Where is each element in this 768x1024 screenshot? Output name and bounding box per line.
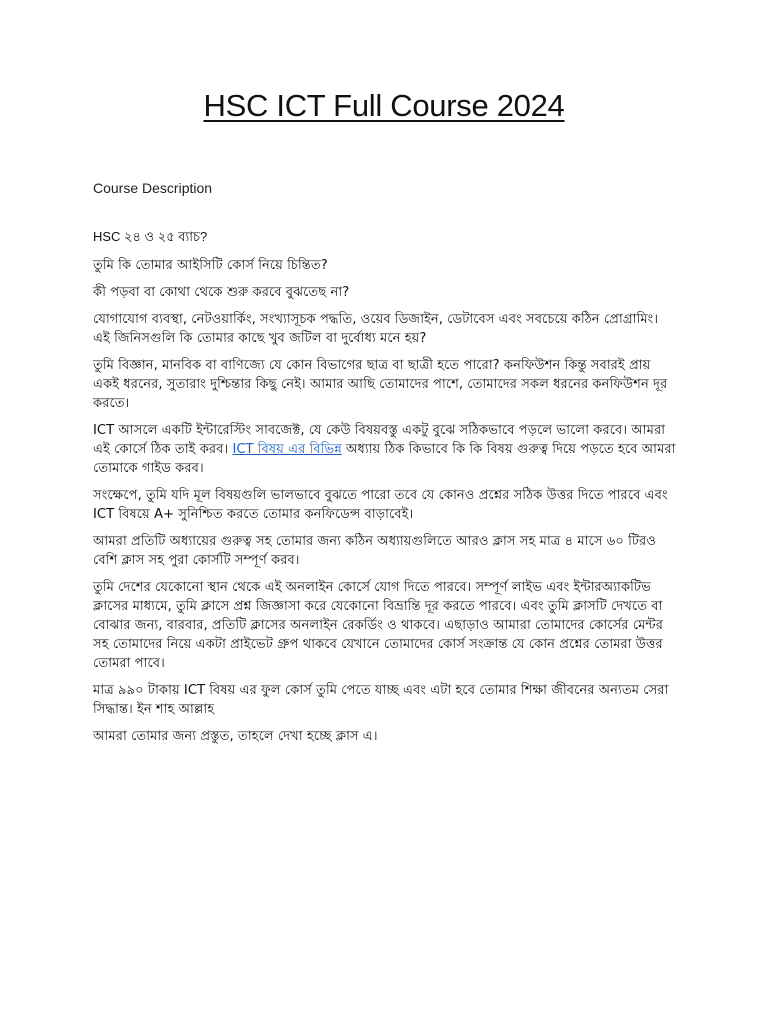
section-label: Course Description bbox=[93, 180, 213, 196]
ict-topics-link[interactable]: ICT বিষয় এর বিভিন্ন bbox=[232, 442, 342, 457]
paragraph-2: কী পড়বা বা কোথা থেকে শুরু করবে বুঝতেছ না? bbox=[93, 285, 350, 300]
batch-line: HSC ২৪ ও ২৫ ব্যাচ? bbox=[93, 229, 208, 244]
paragraph-6: সংক্ষেপে, তুমি যদি মূল বিষয়গুলি ভালভাবে বুঝতে পারো তবে যে কোনও প্রশ্নের সঠিক উত্তর দিতে পারবে এবং ICT বিষয়ে A+ সুনিশ্চিত করতে তোমার কনফিডেন্স বাড়াবেই। bbox=[93, 488, 668, 522]
paragraph-5 bbox=[93, 421, 677, 478]
paragraph-1: তুমি কি তোমার আইসিটি কোর্স নিয়ে চিন্তিত? bbox=[93, 258, 328, 273]
page-title: HSC ICT Full Course 2024 bbox=[203, 88, 565, 123]
paragraph-5-text-after: অধ্যায় ঠিক কিভাবে কি কি বিষয় গুরুত্ব দিয়ে পড়তে হবে আমরা তোমাকে গাইড করব। bbox=[93, 442, 676, 476]
paragraph-9: মাত্র ৯৯০ টাকায় ICT বিষয় এর ফুল কোর্স তুমি পেতে যাচ্ছ এবং এটা হবে তোমার শিক্ষা জীবনের অন্যতম সেরা সিদ্ধান্ত। ইন শাহ আল্লাহ bbox=[93, 683, 669, 717]
paragraph-5-text-before: ICT আসলে একটি ইন্টারেস্টিং সাবজেক্ট, যে কেউ বিষয়বস্তু একটু বুঝে সঠিকভাবে পড়লে ভালো করবে। আমরা এই কোর্সে ঠিক তাই করব। bbox=[93, 423, 666, 457]
paragraph-4: তুমি বিজ্ঞান, মানবিক বা বাণিজ্যে যে কোন বিভাগের ছাত্র বা ছাত্রী হতে পারো? কনফিউশন কিন্তু সবারই প্রায় একই ধরনের, সুতারাং দুশ্চিন্তার কিছু নেই। আমার আছি তোমাদের পাশে, তোমাদের সকল ধরনের কনফিউশন দূর করতে। bbox=[93, 358, 668, 411]
paragraph-7: আমরা প্রতিটি অধ্যায়ের গুরুত্ব সহ তোমার জন্য কঠিন অধ্যায়গুলিতে আরও ক্লাস সহ মাত্র ৪ মাসে ৬০ টিরও বেশি ক্লাস সহ পুরা কোর্সটি সম্পূর্ণ করব। bbox=[93, 534, 657, 568]
paragraph-8: তুমি দেশের যেকোনো স্থান থেকে এই অনলাইন কোর্সে যোগ দিতে পারবে। সম্পূর্ণ লাইভ এবং ইন্টারঅ্যাকটিভ ক্লাসের মাধ্যমে, তুমি ক্লাসে প্রশ্ন জিজ্ঞাসা করে যেকোনো বিভ্রান্তি দূর করতে পারবে। এবং তুমি ক্লাসটি দেখতে বা বোঝার জন্য, বারবার, প্রতিটি ক্লাসের অনলাইন রেকর্ডিং ও থাকবে। এছাড়াও আমারা তোমাদের কোর্সের মেন্টর সহ তোমাদের নিয়ে একটা প্রাইভেট গ্রুপ থাকবে যেখানে তোমাদের কোর্স সংক্রান্ত যে কোন প্রশ্নের তোমরা উত্তর তোমরা পাবে। bbox=[93, 580, 664, 671]
paragraph-3: যোগাযোগ ব্যবস্থা, নেটওয়ার্কিং, সংখ্যাসূচক পদ্ধতি, ওয়েব ডিজাইন, ডেটাবেস এবং সবচেয়ে কঠিন প্রোগ্রামিং। এই জিনিসগুলি কি তোমার কাছে খুব জটিল বা দুর্বোধ্য মনে হয়? bbox=[93, 312, 659, 346]
course-description-body bbox=[93, 227, 677, 754]
paragraph-10: আমরা তোমার জন্য প্রস্তুত, তাহলে দেখা হচ্ছে ক্লাস এ। bbox=[93, 729, 378, 744]
